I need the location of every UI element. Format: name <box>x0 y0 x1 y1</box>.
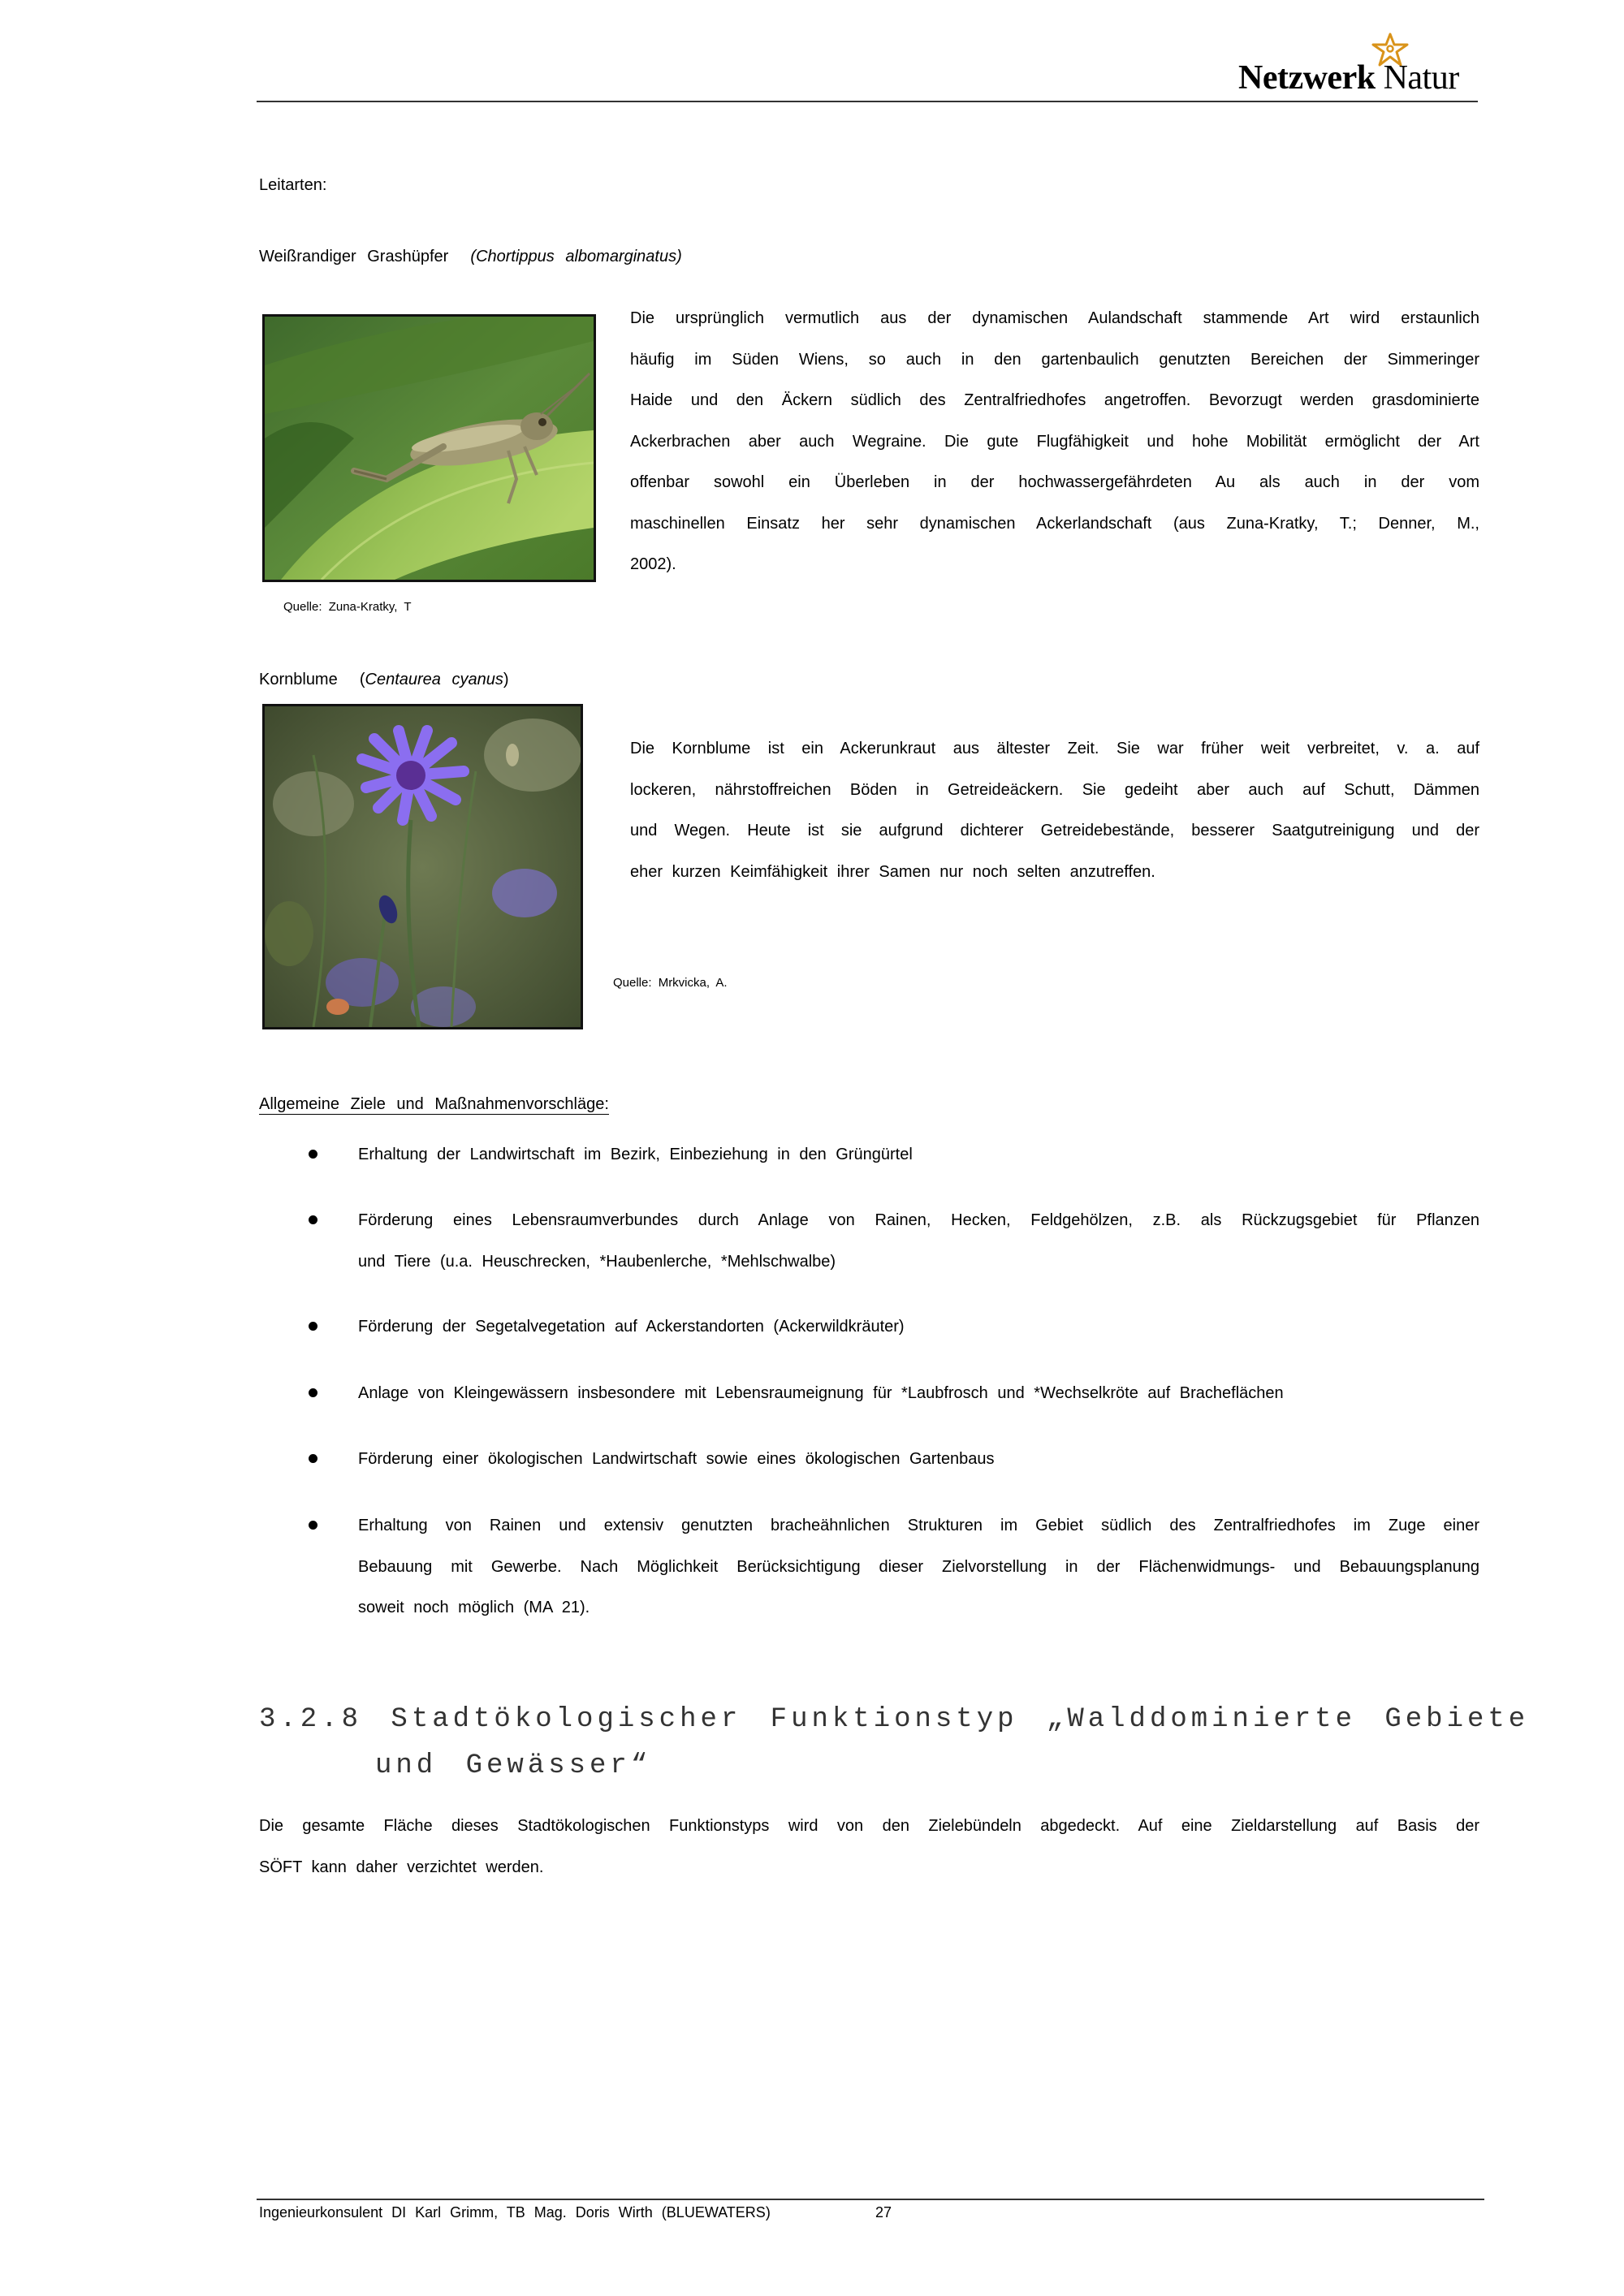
list-item-text <box>358 1373 1479 1414</box>
bullet-icon <box>309 1388 317 1397</box>
image-caption: Quelle: Mrkvicka, A. <box>613 976 728 990</box>
paren-close: ) <box>503 671 509 688</box>
list-item-text <box>358 1439 1479 1480</box>
list-item-text <box>358 1306 1479 1348</box>
species-description <box>630 298 1479 585</box>
section-heading-line: 3.2.8 Stadtökologischer Funktionstyp „Walddominierte Gebiete <box>259 1704 1530 1735</box>
footer-rule <box>257 2199 1484 2200</box>
text-line: Anlage von Kleingewässern insbesondere mit Lebensraumeignung für *Laubfrosch und *Wechselkröte auf Bracheflächen <box>358 1384 1284 1402</box>
text-line: 2002). <box>630 555 676 573</box>
paren-open: ( <box>359 671 365 688</box>
bullet-icon <box>309 1150 317 1159</box>
species-title <box>259 671 509 689</box>
bullet-icon <box>309 1454 317 1463</box>
species-common-name: Kornblume <box>259 671 338 688</box>
text-line: Förderung eines Lebensraumverbundes durch Anlage von Rainen, Hecken, Feldgehölzen, z.B. als Rückzugsgebiet für Pflanzen <box>358 1211 1479 1229</box>
header-rule <box>257 101 1478 102</box>
section-body <box>259 1806 1479 1888</box>
image-caption: Quelle: Zuna-Kratky, T <box>283 600 412 614</box>
goals-heading: Allgemeine Ziele und Maßnahmenvorschläge: <box>259 1095 609 1113</box>
text-line: Ackerbrachen aber auch Wegraine. Die gute Flugfähigkeit und hohe Mobilität ermöglicht der Art <box>630 432 1479 451</box>
text-line: Die ursprünglich vermutlich aus der dynamischen Aulandschaft stammende Art wird erstaunlich <box>630 309 1479 327</box>
text-line: Die gesamte Fläche dieses Stadtökologischen Funktionstyps wird von den Zielebündeln abgedeckt. Auf eine Zieldarstellung auf Basis der <box>259 1817 1479 1835</box>
section-heading-line: und Gewässer“ <box>375 1750 652 1781</box>
text-line: und Wegen. Heute ist sie aufgrund dichterer Getreidebestände, besserer Saatgutreinigung und der <box>630 822 1479 839</box>
list-item-text <box>358 1200 1479 1282</box>
grasshopper-photo <box>262 314 596 582</box>
cornflower-photo <box>262 704 583 1029</box>
logo-text-regular: Natur <box>1383 59 1459 97</box>
text-line: maschinellen Einsatz her sehr dynamischen Ackerlandschaft (aus Zuna-Kratky, T.; Denner, M., <box>630 514 1479 533</box>
bullet-icon <box>309 1322 317 1331</box>
species-common-name: Weißrandiger Grashüpfer <box>259 248 449 265</box>
text-line: eher kurzen Keimfähigkeit ihrer Samen nur noch selten anzutreffen. <box>630 862 1155 881</box>
species-title <box>259 248 682 266</box>
text-line: Förderung der Segetalvegetation auf Ackerstandorten (Ackerwildkräuter) <box>358 1318 905 1336</box>
species-latin-name: (Chortippus albomarginatus) <box>470 248 682 265</box>
species-latin-name: Centaurea cyanus <box>365 671 503 688</box>
text-line: häufig im Süden Wiens, so auch in den gartenbaulich genutzten Bereichen der Simmeringer <box>630 350 1479 369</box>
leitarten-label: Leitarten: <box>259 176 327 194</box>
text-line: Haide und den Äckern südlich des Zentralfriedhofes angetroffen. Bevorzugt werden grasdominierte <box>630 391 1479 409</box>
logo <box>1238 32 1482 99</box>
text-line: offenbar sowohl ein Überleben in der hochwassergefährdeten Au als auch in der vom <box>630 473 1479 491</box>
text-line: Erhaltung der Landwirtschaft im Bezirk, Einbeziehung in den Grüngürtel <box>358 1146 913 1163</box>
list-item-text <box>358 1505 1479 1629</box>
logo-text <box>1238 58 1459 97</box>
grasshopper-image <box>265 317 594 580</box>
text-line: Erhaltung von Rainen und extensiv genutzten bracheähnlichen Strukturen im Gebiet südlich des Zentralfriedhofes im Zuge einer <box>358 1517 1479 1534</box>
species-description <box>630 728 1479 892</box>
bullet-icon <box>309 1215 317 1224</box>
section-heading <box>259 1697 1529 1789</box>
text-line: Förderung einer ökologischen Landwirtschaft sowie eines ökologischen Gartenbaus <box>358 1450 995 1468</box>
text-line: und Tiere (u.a. Heuschrecken, *Haubenlerche, *Mehlschwalbe) <box>358 1252 836 1271</box>
list-item-text <box>358 1134 1479 1176</box>
cornflower-image <box>265 706 581 1027</box>
text-line: Bebauung mit Gewerbe. Nach Möglichkeit Berücksichtigung dieser Zielvorstellung in der Flächenwidmungs- und Bebauungsplanung <box>358 1557 1479 1576</box>
text-line: Die Kornblume ist ein Ackerunkraut aus ältester Zeit. Sie war früher weit verbreitet, v. a. auf <box>630 740 1479 757</box>
page-number: 27 <box>875 2204 892 2220</box>
text-line: SÖFT kann daher verzichtet werden. <box>259 1858 544 1876</box>
text-line: soweit noch möglich (MA 21). <box>358 1599 590 1616</box>
logo-text-bold: Netzwerk <box>1238 59 1376 97</box>
bullet-icon <box>309 1521 317 1530</box>
text-line: lockeren, nährstoffreichen Böden in Getreideäckern. Sie gedeiht aber auch auf Schutt, Dämmen <box>630 780 1479 799</box>
footer-text: Ingenieurkonsulent DI Karl Grimm, TB Mag. Doris Wirth (BLUEWATERS) <box>259 2204 771 2220</box>
